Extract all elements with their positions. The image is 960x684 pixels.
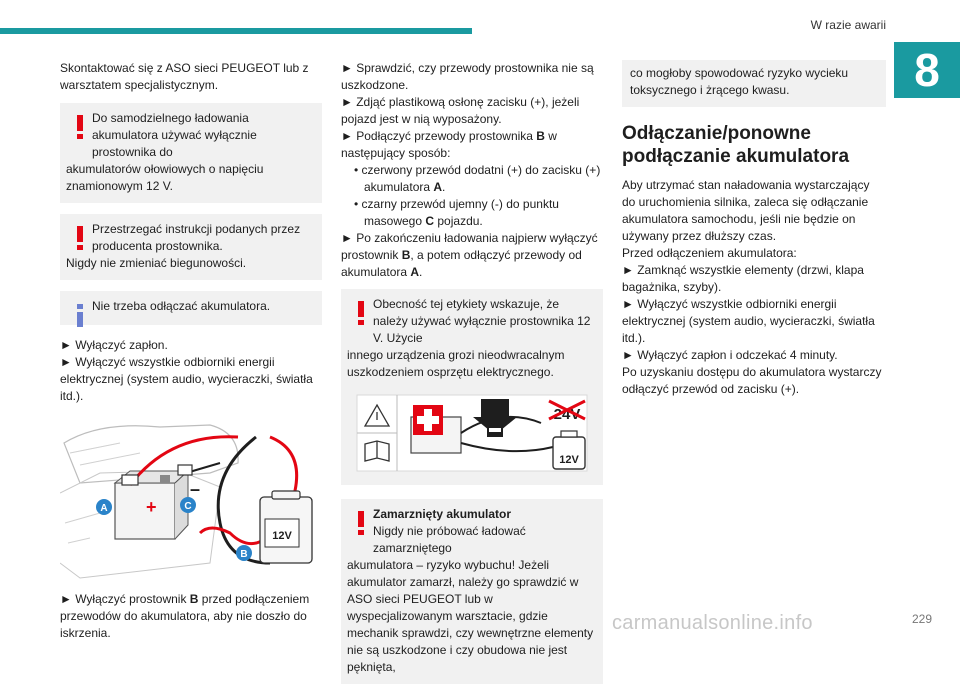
note-lead: Nigdy nie próbować ładować zamarzniętego xyxy=(373,524,526,555)
bullet-black-cable xyxy=(341,196,603,230)
info-note-disconnect xyxy=(60,291,322,325)
label-a: A xyxy=(100,503,108,514)
step-consumers-off: ► Wyłączyć wszystkie odbiorniki energii elektrycznej (system audio, wycieraczki, światła itd.). xyxy=(60,355,313,403)
note-rest: Nigdy nie zmieniać biegunowości. xyxy=(66,256,247,270)
warning-note-instructions xyxy=(60,214,322,280)
note-rest: akumulatora – ryzyko wybuchu! Jeżeli akumulator zamarzł, należy go sprawdzić w ASO sieci PEUGEOT lub w wyspecjalizowanym warsztacie, gdzie mechanik sprawdzi, czy wewnętrzne elementy nie są uszkodzone i czy obudowa nie jest pęknięta, xyxy=(347,558,594,674)
text: ► Wyłączyć prostownik xyxy=(60,592,190,606)
step-close-elements: ► Zamknąć wszystkie elementy (drzwi, klapa bagażnika, szyby). xyxy=(622,263,864,294)
warning-note-frozen xyxy=(341,499,603,684)
note-lead: Obecność tej etykiety wskazuje, że należy używać wyłącznie prostownika 12 V. Użycie xyxy=(373,297,591,345)
label-b: B xyxy=(240,549,248,560)
svg-text:+: + xyxy=(146,497,157,517)
chapter-tab xyxy=(894,42,960,98)
column-2 xyxy=(341,60,603,684)
charger-label-figure xyxy=(341,387,603,485)
ref-c: C xyxy=(425,214,435,228)
svg-text:–: – xyxy=(190,479,201,499)
page-number: 229 xyxy=(912,612,933,626)
step-remove-cover: ► Zdjąć plastikową osłonę zacisku (+), jeżeli pojazd jest w nią wyposażony. xyxy=(341,95,580,126)
text: . xyxy=(419,265,423,279)
step-after-charging xyxy=(341,230,603,281)
note-lead: Do samodzielnego ładowania akumulatora używać wyłącznie prostownika do xyxy=(92,111,257,159)
section-title: W razie awarii xyxy=(810,18,886,32)
column-1 xyxy=(60,60,322,642)
step-check-cables: ► Sprawdzić, czy przewody prostownika nie są uszkodzone. xyxy=(341,61,594,92)
header-accent-bar xyxy=(0,28,472,34)
paragraph-disconnect: Po uzyskaniu dostępu do akumulatora wystarczy odłączyć przewód od zacisku (+). xyxy=(622,365,882,396)
note-lead: Nie trzeba odłączać akumulatora. xyxy=(92,299,271,313)
label-24v: 24V xyxy=(553,406,581,423)
text: w następujący sposób: xyxy=(341,129,557,160)
ref-a: A xyxy=(410,265,420,279)
text: ► Po zakończeniu ładowania najpierw wyłączyć prostownik xyxy=(341,231,598,262)
chapter-number: 8 xyxy=(914,44,940,96)
note-text: co mogłoby spowodować ryzyko wycieku toksycznego i żrącego kwasu. xyxy=(630,66,849,97)
label-12v: 12V xyxy=(559,454,579,466)
note-rest: innego urządzenia grozi nieodwracalnym uszkodzeniem osprzętu elektrycznego. xyxy=(347,348,565,379)
ref-b: B xyxy=(401,248,411,262)
ref-a: A xyxy=(433,180,443,194)
column-3 xyxy=(622,60,886,398)
paragraph-contact: Skontaktować się z ASO sieci PEUGEOT lub z warsztatem specjalistycznym. xyxy=(60,61,309,92)
text: pojazdu. xyxy=(434,214,483,228)
ref-b: B xyxy=(536,129,545,143)
step-ignition-off: ► Wyłączyć zapłon. xyxy=(60,338,168,352)
text: , a potem odłączyć przewody od akumulatora xyxy=(341,248,582,279)
step-wait: ► Wyłączyć zapłon i odczekać 4 minuty. xyxy=(622,348,838,362)
ref-b: B xyxy=(189,592,199,606)
info-icon xyxy=(72,302,88,328)
note-continuation xyxy=(622,60,886,107)
text: przed podłączeniem przewodów do akumulatora, aby nie doszło do iskrzenia. xyxy=(60,592,310,640)
watermark: carmanualsonline.info xyxy=(612,612,813,634)
section-heading: Odłączanie/ponowne podłączanie akumulatora xyxy=(622,123,850,167)
note-lead: Przestrzegać instrukcji podanych przez producenta prostownika. xyxy=(92,222,301,253)
bullet-red-cable xyxy=(341,162,603,196)
step-charger-off xyxy=(60,591,322,642)
step-consumers-off: ► Wyłączyć wszystkie odbiorniki energii elektrycznej (system audio, wycieraczki, światła itd.). xyxy=(622,297,875,345)
text: . xyxy=(442,180,446,194)
note-title: Zamarznięty akumulator xyxy=(373,507,512,521)
charger-connection-illustration xyxy=(60,413,322,583)
paragraph-before: Przed odłączeniem akumulatora: xyxy=(622,246,797,260)
text: • czarny przewód ujemny (-) do punktu masowego xyxy=(354,197,559,228)
engine-bay-drawing xyxy=(60,413,322,583)
label-c: C xyxy=(184,501,192,512)
text: ► Podłączyć przewody prostownika xyxy=(341,129,537,143)
warning-exclamation-icon xyxy=(72,114,88,140)
warning-note-label xyxy=(341,289,603,485)
text: • czerwony przewód dodatni (+) do zacisku (+) akumulatora xyxy=(354,163,601,194)
warning-exclamation-icon xyxy=(353,300,369,326)
warning-exclamation-icon xyxy=(72,225,88,251)
warning-note-charger xyxy=(60,103,322,203)
paragraph-intro: Aby utrzymać stan naładowania wystarczający do uruchomienia silnika, zaleca się odłączanie akumulatora samochodu, jeśli nie będzie on używany przez dłuższy czas. xyxy=(622,178,870,243)
charger-label-drawing xyxy=(341,387,603,485)
note-rest: akumulatorów ołowiowych o napięciu znamionowym 12 V. xyxy=(66,162,264,193)
charger-voltage-label: 12V xyxy=(272,530,292,542)
step-connect-cables xyxy=(341,128,603,162)
warning-exclamation-icon xyxy=(353,510,369,536)
